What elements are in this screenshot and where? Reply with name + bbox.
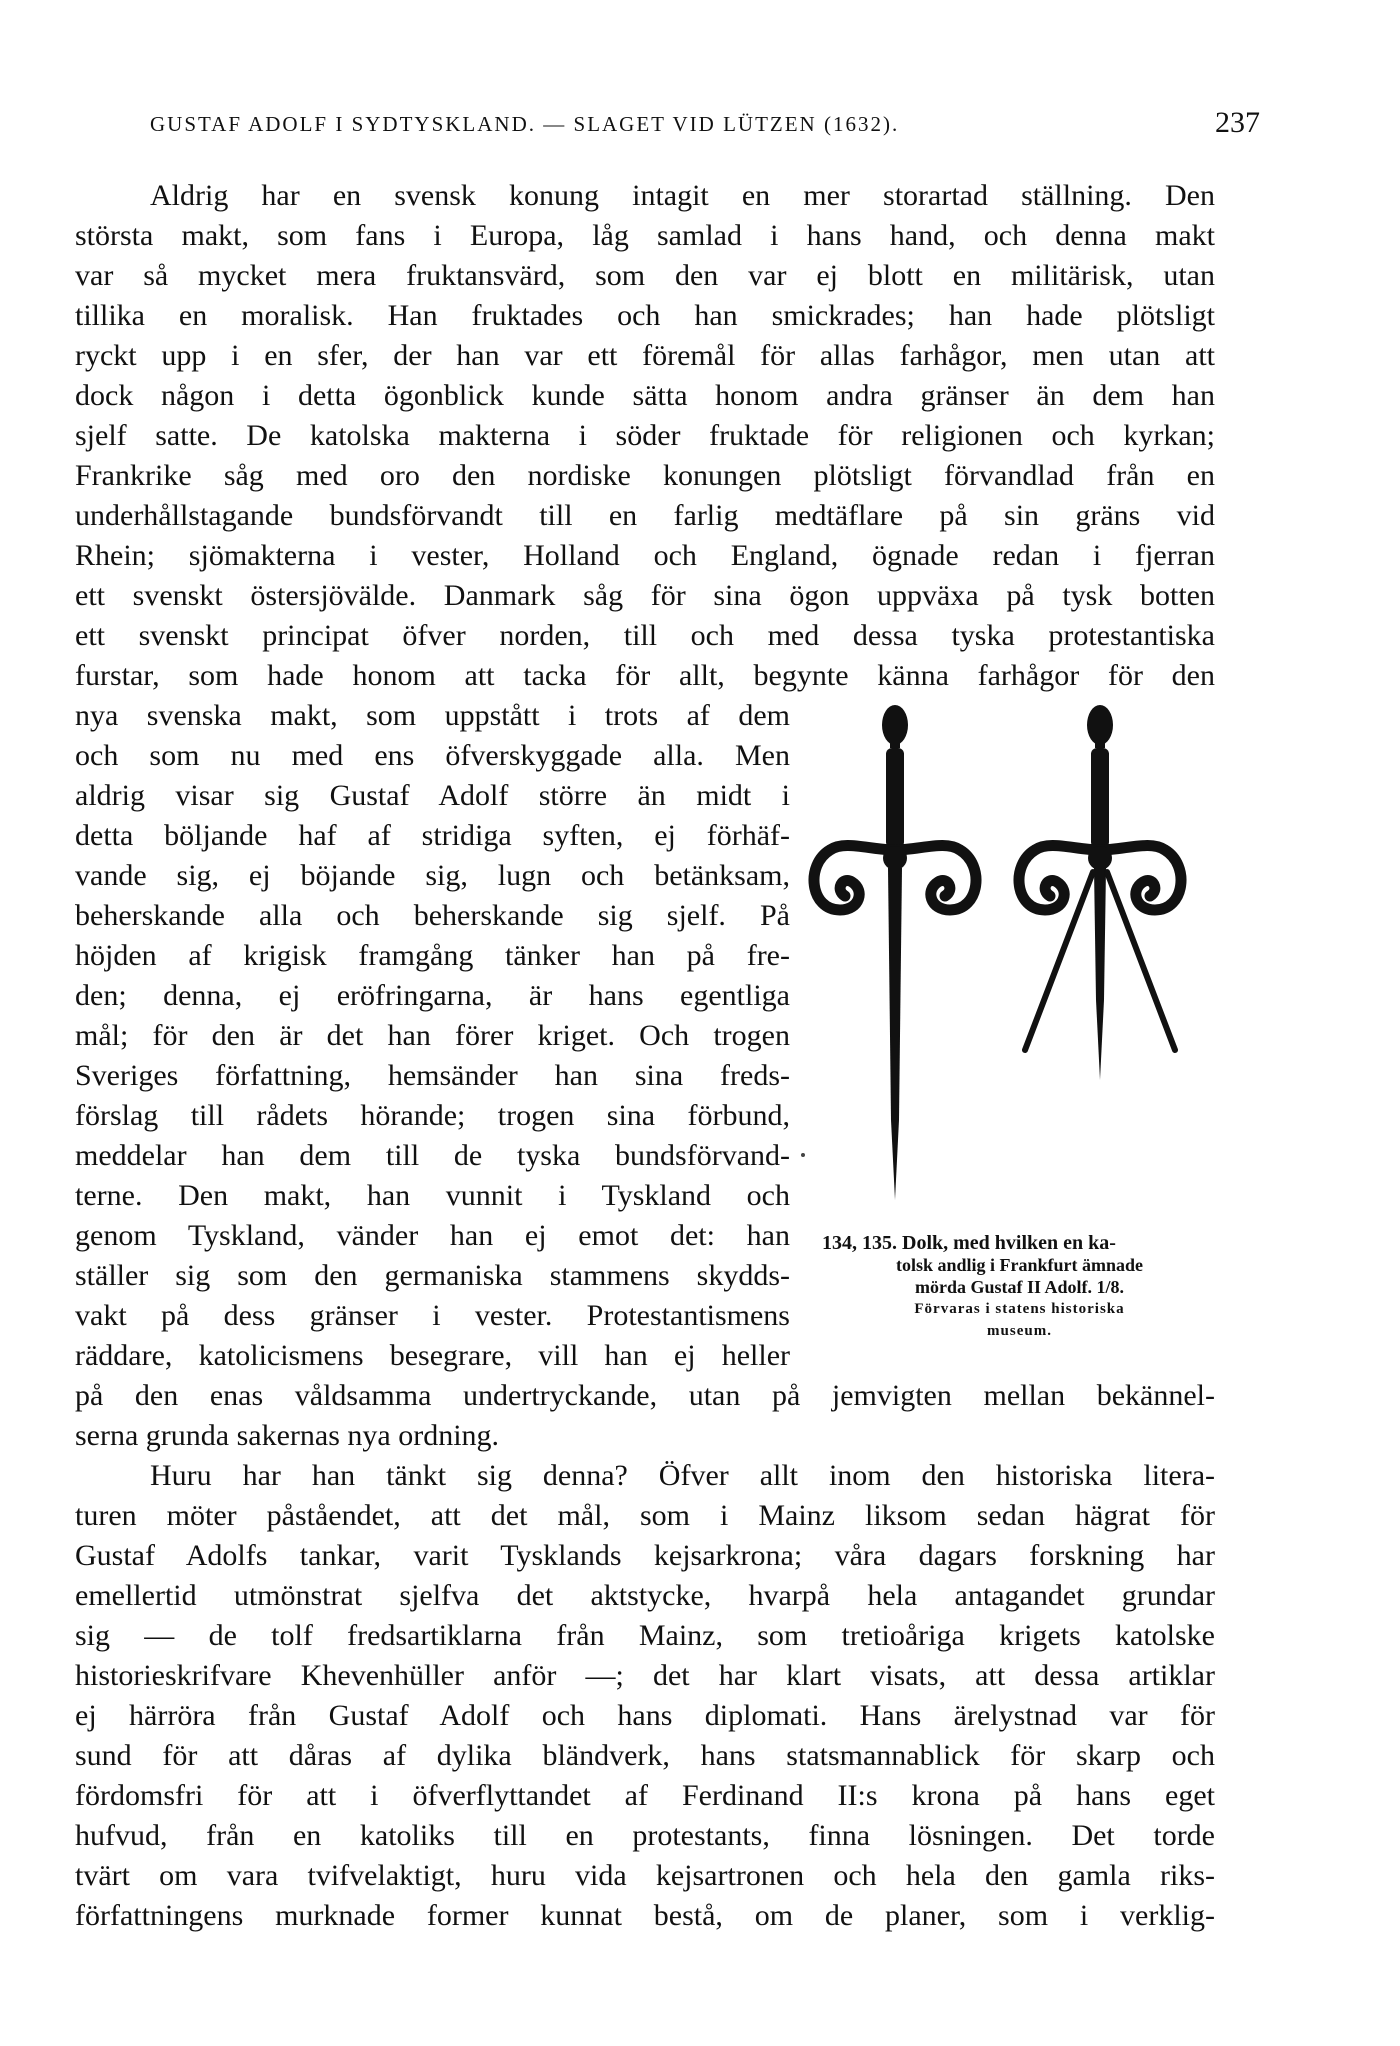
text-line: ett svenskt principat öfver norden, till och med dessa tyska protestantiska [75,619,1215,652]
caption-line: 134, 135. Dolk, med hvilken en ka- [822,1232,1116,1254]
dagger-left-icon [814,705,976,1200]
text-line: mål; för den är det han förer kriget. Och trogen [75,1019,790,1052]
text-line: aldrig visar sig Gustaf Adolf större än midt i [75,779,790,812]
text-line: vande sig, ej böjande sig, lugn och betänksam, [75,859,790,892]
text-line: Rhein; sjömakterna i vester, Holland och England, ögnade redan i fjerran [75,539,1215,572]
text-line: sjelf satte. De katolska makterna i söder fruktade för religionen och kyrkan; [75,419,1215,452]
text-line: var så mycket mera fruktansvärd, som den var ej blott en militärisk, utan [75,259,1215,292]
text-line: Frankrike såg med oro den nordiske konungen plötsligt förvandlad från en [75,459,1215,492]
running-title: GUSTAF ADOLF I SYDTYSKLAND. — SLAGET VID LÜTZEN (1632). [150,112,900,136]
text-line: räddare, katolicismens besegrare, vill han ej heller [75,1339,790,1372]
text-line: genom Tyskland, vänder han ej emot det: han [75,1219,790,1252]
text-line: Aldrig har en svensk konung intagit en mer storartad ställning. Den [150,179,1215,212]
text-line: ej härröra från Gustaf Adolf och hans diplomati. Hans ärelystnad var för [75,1699,1215,1732]
text-line: höjden af krigisk framgång tänker han på fre- [75,939,790,972]
caption-line: tolsk andlig i Frankfurt ämnade [895,1255,1144,1275]
text-line: furstar, som hade honom att tacka för allt, begynte känna farhågor för den [75,659,1215,692]
text-line: tillika en moralisk. Han fruktades och han smickrades; han hade plötsligt [75,299,1215,332]
text-line: vakt på dess gränser i vester. Protestantismens [75,1299,790,1332]
text-line: ryckt upp i en sfer, der han var ett föremål för allas farhågor, men utan att [75,339,1215,372]
text-line: meddelar han dem till de tyska bundsförvand- [75,1139,790,1172]
caption-line: mörda Gustaf II Adolf. 1/8. [914,1277,1125,1297]
caption-line: museum. [987,1323,1052,1339]
text-line: underhållstagande bundsförvandt till en farlig medtäflare på sin gräns vid [75,499,1215,532]
page-number: 237 [1215,106,1260,139]
text-line: detta böljande haf af stridiga syften, ej förhäf- [75,819,790,852]
text-line: förslag till rådets hörande; trogen sina förbund, [75,1099,790,1132]
text-line: turen möter påståendet, att det mål, som i Mainz liksom sedan hägrat för [75,1499,1215,1532]
text-line: Sveriges författning, hemsänder han sina freds- [75,1059,790,1092]
text-line: hufvud, från en katoliks till en protestants, finna lösningen. Det torde [75,1819,1215,1852]
text-line: Huru har han tänkt sig denna? Öfver allt inom den historiska litera- [150,1459,1215,1492]
dagger-right-icon [1019,705,1181,1080]
caption-line: Förvaras i statens historiska [914,1301,1125,1317]
text-line: beherskande alla och beherskande sig sjelf. På [75,899,790,932]
text-line: nya svenska makt, som uppstått i trots af dem [75,699,790,732]
text-line: den; denna, ej eröfringarna, är hans egentliga [75,979,790,1012]
text-line: fördomsfri för att i öfverflyttandet af Ferdinand II:s krona på hans eget [75,1779,1215,1812]
text-line: dock någon i detta ögonblick kunde sätta honom andra gränser än dem han [75,379,1215,412]
text-line: sig — de tolf fredsartiklarna från Mainz, som tretioåriga krigets katolske [75,1619,1215,1652]
speck [801,1153,805,1157]
text-line: författningens murknade former kunnat bestå, om de planer, som i verklig- [75,1899,1215,1932]
text-line: tvärt om vara tvifvelaktigt, huru vida kejsartronen och hela den gamla riks- [75,1859,1215,1892]
figure-caption [822,1232,1217,1342]
text-line: ställer sig som den germaniska stammens skydds- [75,1259,790,1292]
text-line: och som nu med ens öfverskyggade alla. Men [75,739,790,772]
text-line: terne. Den makt, han vunnit i Tyskland och [75,1179,790,1212]
text-line: serna grunda sakernas nya ordning. [75,1419,500,1452]
dagger-illustration [800,700,1220,1220]
text-line: på den enas våldsamma undertryckande, utan på jemvigten mellan bekännel- [75,1379,1215,1412]
text-line: sund för att dåras af dylika bländverk, hans statsmannablick för skarp och [75,1739,1215,1772]
page-header [150,106,1260,152]
text-line: historieskrifvare Khevenhüller anför —; det har klart visats, att dessa artiklar [75,1659,1215,1692]
text-line: emellertid utmönstrat sjelfva det aktstycke, hvarpå hela antagandet grundar [75,1579,1215,1612]
text-line: ett svenskt östersjövälde. Danmark såg för sina ögon uppväxa på tysk botten [75,579,1215,612]
text-line: största makt, som fans i Europa, låg samlad i hans hand, och denna makt [75,219,1215,252]
text-line: Gustaf Adolfs tankar, varit Tysklands kejsarkrona; våra dagars forskning har [75,1539,1215,1572]
